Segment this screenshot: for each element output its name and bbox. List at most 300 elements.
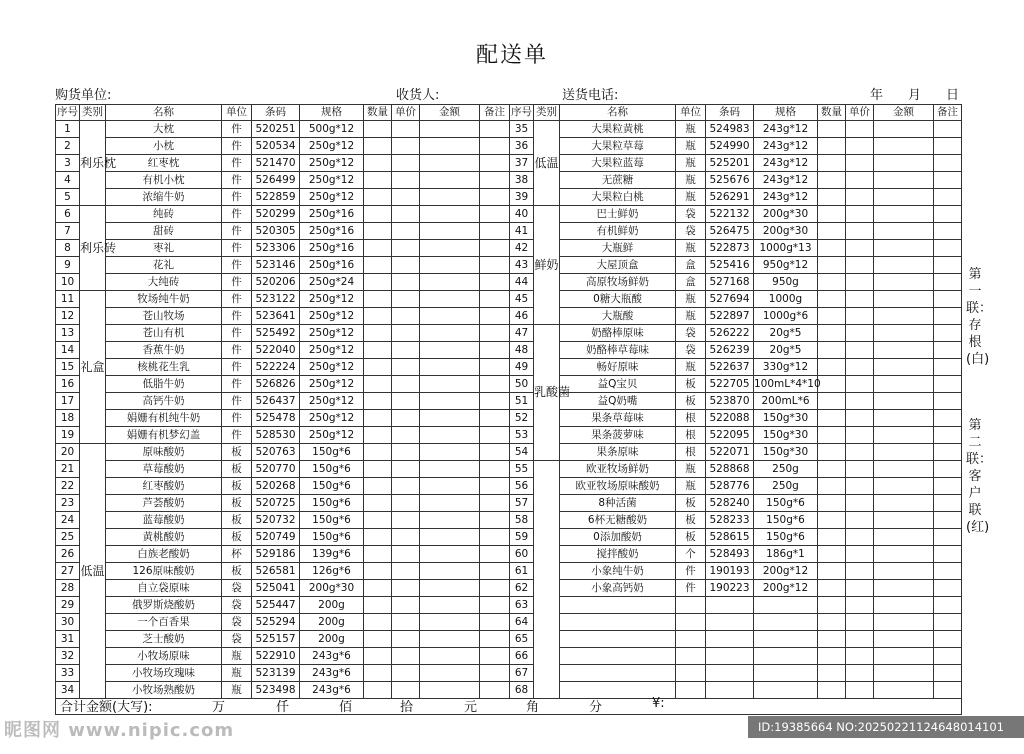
spec: 150g*6 — [300, 444, 364, 461]
unit-price-cell — [846, 597, 874, 614]
barcode: 527694 — [706, 291, 754, 308]
unit-price-cell — [846, 546, 874, 563]
table-row — [56, 189, 962, 206]
spec: 250g — [754, 461, 818, 478]
barcode: 522040 — [252, 342, 300, 359]
remark-cell — [480, 342, 510, 359]
amount-cell — [420, 444, 480, 461]
remark-cell — [480, 223, 510, 240]
product-name — [560, 614, 676, 631]
product-name — [560, 665, 676, 682]
amount-cell — [420, 597, 480, 614]
amount-cell — [874, 393, 934, 410]
col-header: 名称 — [106, 105, 222, 121]
unit: 板 — [222, 563, 252, 580]
spec: 250g*12 — [300, 427, 364, 444]
unit-price-cell — [392, 529, 420, 546]
quantity-cell — [364, 631, 392, 648]
spec: 100mL*4*10 — [754, 376, 818, 393]
quantity-cell — [818, 665, 846, 682]
quantity-cell — [364, 155, 392, 172]
quantity-cell — [364, 376, 392, 393]
barcode: 526826 — [252, 376, 300, 393]
unit-price-cell — [846, 325, 874, 342]
unit: 件 — [222, 410, 252, 427]
product-name: 有机小枕 — [106, 172, 222, 189]
remark-cell — [934, 240, 962, 257]
unit — [676, 665, 706, 682]
row-number: 8 — [56, 240, 80, 257]
amount-cell — [420, 172, 480, 189]
quantity-cell — [364, 478, 392, 495]
row-number: 33 — [56, 665, 80, 682]
unit-price-cell — [846, 580, 874, 597]
spec: 200mL*6 — [754, 393, 818, 410]
unit-price-cell — [846, 614, 874, 631]
product-name: 浓缩牛奶 — [106, 189, 222, 206]
table-row — [56, 512, 962, 529]
unit: 袋 — [676, 342, 706, 359]
barcode: 526239 — [706, 342, 754, 359]
quantity-cell — [364, 529, 392, 546]
unit: 瓶 — [676, 138, 706, 155]
remark-cell — [934, 597, 962, 614]
unit: 根 — [676, 410, 706, 427]
unit: 瓶 — [676, 461, 706, 478]
unit-price-cell — [846, 172, 874, 189]
unit: 瓶 — [676, 121, 706, 138]
row-number: 50 — [510, 376, 534, 393]
quantity-cell — [364, 206, 392, 223]
row-number: 54 — [510, 444, 534, 461]
unit: 板 — [676, 529, 706, 546]
total-amount-label: 合计金额(大写): — [60, 700, 153, 715]
remark-cell — [480, 580, 510, 597]
table-row — [56, 427, 962, 444]
yen-label: ¥: — [652, 696, 665, 711]
unit: 瓶 — [676, 359, 706, 376]
remark-cell — [934, 393, 962, 410]
table-row — [56, 444, 962, 461]
row-number: 53 — [510, 427, 534, 444]
amount-cell — [874, 376, 934, 393]
spec: 150g*30 — [754, 427, 818, 444]
category-cell: 礼盒 — [80, 291, 106, 444]
barcode: 525416 — [706, 257, 754, 274]
spec: 200g*12 — [754, 580, 818, 597]
unit: 件 — [222, 223, 252, 240]
amount-cell — [420, 393, 480, 410]
col-header: 规格 — [754, 105, 818, 121]
unit-price-cell — [392, 410, 420, 427]
page-title: 配送单 — [475, 43, 548, 68]
remark-cell — [480, 155, 510, 172]
remark-cell — [934, 172, 962, 189]
row-number: 5 — [56, 189, 80, 206]
product-name: 小牧场玫瑰味 — [106, 665, 222, 682]
wan-label: 万 — [212, 700, 226, 715]
remark-cell — [934, 512, 962, 529]
table-row — [56, 138, 962, 155]
spec: 200g*30 — [300, 580, 364, 597]
table-row — [56, 206, 962, 223]
remark-cell — [480, 563, 510, 580]
product-name: 大果粒白桃 — [560, 189, 676, 206]
col-header: 数量 — [364, 105, 392, 121]
row-number: 55 — [510, 461, 534, 478]
barcode — [706, 631, 754, 648]
amount-cell — [420, 580, 480, 597]
row-number: 16 — [56, 376, 80, 393]
product-name: 益Q奶嘴 — [560, 393, 676, 410]
spec: 1000g*6 — [754, 308, 818, 325]
remark-cell — [934, 359, 962, 376]
remark-cell — [934, 155, 962, 172]
unit: 板 — [676, 393, 706, 410]
product-name: 巴士鲜奶 — [560, 206, 676, 223]
remark-cell — [480, 359, 510, 376]
product-name: 有机鲜奶 — [560, 223, 676, 240]
barcode: 522132 — [706, 206, 754, 223]
table-row — [56, 648, 962, 665]
row-number: 17 — [56, 393, 80, 410]
unit-price-cell — [846, 393, 874, 410]
product-name: 牧场纯牛奶 — [106, 291, 222, 308]
quantity-cell — [364, 427, 392, 444]
row-number: 42 — [510, 240, 534, 257]
amount-cell — [420, 546, 480, 563]
remark-cell — [934, 614, 962, 631]
remark-cell — [480, 257, 510, 274]
spec: 243g*6 — [300, 682, 364, 699]
row-number: 40 — [510, 206, 534, 223]
unit: 袋 — [222, 614, 252, 631]
table-row — [56, 529, 962, 546]
unit: 件 — [222, 121, 252, 138]
barcode: 190223 — [706, 580, 754, 597]
remark-cell — [934, 138, 962, 155]
quantity-cell — [818, 597, 846, 614]
unit: 瓶 — [676, 155, 706, 172]
category-cell: 低温 — [80, 444, 106, 699]
unit-price-cell — [846, 223, 874, 240]
product-name — [560, 648, 676, 665]
spec: 20g*5 — [754, 342, 818, 359]
col-header: 类别 — [80, 105, 106, 121]
row-number: 47 — [510, 325, 534, 342]
product-name: 小牧场熟酸奶 — [106, 682, 222, 699]
product-name: 小象高钙奶 — [560, 580, 676, 597]
unit: 件 — [222, 427, 252, 444]
spec — [754, 614, 818, 631]
unit: 件 — [676, 563, 706, 580]
spec: 150g*6 — [754, 495, 818, 512]
spec: 186g*1 — [754, 546, 818, 563]
quantity-cell — [818, 631, 846, 648]
amount-cell — [874, 138, 934, 155]
unit-price-cell — [392, 172, 420, 189]
quantity-cell — [364, 274, 392, 291]
unit: 件 — [222, 206, 252, 223]
unit-price-cell — [392, 291, 420, 308]
totals-row — [55, 692, 962, 715]
unit: 板 — [222, 478, 252, 495]
product-name: 大果粒草莓 — [560, 138, 676, 155]
barcode: 526291 — [706, 189, 754, 206]
col-header: 条码 — [252, 105, 300, 121]
barcode: 525676 — [706, 172, 754, 189]
remark-cell — [480, 648, 510, 665]
row-number: 56 — [510, 478, 534, 495]
unit: 板 — [222, 444, 252, 461]
row-number: 32 — [56, 648, 80, 665]
row-number: 66 — [510, 648, 534, 665]
second-copy-note: 第二联：客户联(红) — [966, 418, 993, 535]
spec: 950g — [754, 274, 818, 291]
remark-cell — [480, 512, 510, 529]
unit: 袋 — [222, 631, 252, 648]
barcode: 522910 — [252, 648, 300, 665]
amount-cell — [420, 291, 480, 308]
unit: 瓶 — [676, 240, 706, 257]
amount-cell — [420, 325, 480, 342]
amount-cell — [420, 206, 480, 223]
quantity-cell — [364, 410, 392, 427]
quantity-cell — [818, 325, 846, 342]
spec: 250g*12 — [300, 342, 364, 359]
unit: 件 — [222, 308, 252, 325]
table-row — [56, 257, 962, 274]
spec: 200g — [300, 631, 364, 648]
quantity-cell — [818, 359, 846, 376]
table-row — [56, 495, 962, 512]
row-number: 18 — [56, 410, 80, 427]
buyer-label: 购货单位: — [55, 88, 112, 103]
unit-price-cell — [846, 410, 874, 427]
amount-cell — [874, 512, 934, 529]
amount-cell — [420, 648, 480, 665]
table-row — [56, 393, 962, 410]
unit-price-cell — [392, 665, 420, 682]
product-name: 大纯砖 — [106, 274, 222, 291]
spec: 150g*6 — [300, 478, 364, 495]
remark-cell — [480, 121, 510, 138]
quantity-cell — [818, 121, 846, 138]
amount-cell — [420, 121, 480, 138]
remark-cell — [934, 342, 962, 359]
spec: 243g*12 — [754, 172, 818, 189]
unit: 件 — [222, 257, 252, 274]
product-name: 草莓酸奶 — [106, 461, 222, 478]
col-header: 条码 — [706, 105, 754, 121]
row-number: 49 — [510, 359, 534, 376]
spec: 250g — [754, 478, 818, 495]
barcode: 520732 — [252, 512, 300, 529]
category-cell: 乳酸菌 — [534, 325, 560, 461]
quantity-cell — [818, 240, 846, 257]
unit: 板 — [222, 529, 252, 546]
unit — [676, 614, 706, 631]
barcode — [706, 648, 754, 665]
quantity-cell — [364, 359, 392, 376]
jiao-label: 角 — [526, 700, 540, 715]
product-name: 花礼 — [106, 257, 222, 274]
unit: 件 — [222, 376, 252, 393]
quantity-cell — [364, 461, 392, 478]
col-header: 类别 — [534, 105, 560, 121]
unit-price-cell — [846, 291, 874, 308]
barcode: 520305 — [252, 223, 300, 240]
barcode: 525447 — [252, 597, 300, 614]
barcode: 523122 — [252, 291, 300, 308]
unit-price-cell — [846, 240, 874, 257]
row-number: 23 — [56, 495, 80, 512]
amount-cell — [874, 597, 934, 614]
qian-label: 仟 — [276, 700, 290, 715]
spec: 150g*6 — [754, 529, 818, 546]
amount-cell — [420, 512, 480, 529]
remark-cell — [480, 189, 510, 206]
barcode: 521470 — [252, 155, 300, 172]
amount-cell — [874, 648, 934, 665]
unit: 袋 — [222, 580, 252, 597]
product-name: 俄罗斯烧酸奶 — [106, 597, 222, 614]
barcode: 526437 — [252, 393, 300, 410]
amount-cell — [420, 427, 480, 444]
remark-cell — [480, 206, 510, 223]
col-header: 单价 — [846, 105, 874, 121]
spec: 250g*12 — [300, 155, 364, 172]
unit: 瓶 — [222, 682, 252, 699]
remark-cell — [480, 172, 510, 189]
image-id-watermark: ID:19385664 NO:20250221124648014101 — [748, 716, 1024, 738]
barcode: 520206 — [252, 274, 300, 291]
product-name — [560, 597, 676, 614]
row-number: 19 — [56, 427, 80, 444]
table-row — [56, 155, 962, 172]
quantity-cell — [818, 376, 846, 393]
amount-cell — [874, 478, 934, 495]
barcode: 528493 — [706, 546, 754, 563]
unit-price-cell — [846, 427, 874, 444]
unit-price-cell — [846, 461, 874, 478]
barcode: 528240 — [706, 495, 754, 512]
quantity-cell — [818, 563, 846, 580]
product-name: 枣礼 — [106, 240, 222, 257]
table-header-row — [56, 105, 962, 121]
spec: 200g — [300, 614, 364, 631]
table-row — [56, 410, 962, 427]
spec: 1000g — [754, 291, 818, 308]
barcode: 522859 — [252, 189, 300, 206]
remark-cell — [480, 376, 510, 393]
unit: 袋 — [676, 325, 706, 342]
remark-cell — [480, 631, 510, 648]
product-name: 芦荟酸奶 — [106, 495, 222, 512]
barcode — [706, 614, 754, 631]
row-number: 43 — [510, 257, 534, 274]
unit: 件 — [222, 189, 252, 206]
remark-cell — [934, 563, 962, 580]
product-name: 娟姗有机梦幻盖 — [106, 427, 222, 444]
amount-cell — [874, 172, 934, 189]
spec: 250g*12 — [300, 359, 364, 376]
product-name: 娟姗有机纯牛奶 — [106, 410, 222, 427]
product-name: 蓝莓酸奶 — [106, 512, 222, 529]
spec: 139g*6 — [300, 546, 364, 563]
remark-cell — [480, 495, 510, 512]
barcode: 523498 — [252, 682, 300, 699]
delivery-table — [55, 104, 962, 699]
product-name: 畅好原味 — [560, 359, 676, 376]
spec: 150g*6 — [300, 495, 364, 512]
amount-cell — [874, 461, 934, 478]
barcode: 522897 — [706, 308, 754, 325]
unit: 板 — [676, 376, 706, 393]
row-number: 44 — [510, 274, 534, 291]
remark-cell — [480, 546, 510, 563]
row-number: 6 — [56, 206, 80, 223]
amount-cell — [420, 155, 480, 172]
unit-price-cell — [846, 563, 874, 580]
amount-cell — [874, 257, 934, 274]
product-name: 大果粒蓝莓 — [560, 155, 676, 172]
col-header: 规格 — [300, 105, 364, 121]
barcode — [706, 597, 754, 614]
table-row — [56, 461, 962, 478]
amount-cell — [420, 342, 480, 359]
spec — [754, 665, 818, 682]
shi-label: 拾 — [400, 700, 414, 715]
quantity-cell — [364, 325, 392, 342]
quantity-cell — [818, 257, 846, 274]
remark-cell — [934, 444, 962, 461]
spec: 126g*6 — [300, 563, 364, 580]
unit-price-cell — [846, 274, 874, 291]
quantity-cell — [364, 597, 392, 614]
quantity-cell — [818, 580, 846, 597]
unit: 件 — [222, 342, 252, 359]
amount-cell — [420, 240, 480, 257]
barcode: 528868 — [706, 461, 754, 478]
unit-price-cell — [392, 631, 420, 648]
product-name: 黄桃酸奶 — [106, 529, 222, 546]
row-number: 10 — [56, 274, 80, 291]
spec: 250g*24 — [300, 274, 364, 291]
spec: 250g*16 — [300, 223, 364, 240]
amount-cell — [874, 274, 934, 291]
table-row — [56, 121, 962, 138]
amount-cell — [420, 308, 480, 325]
unit — [676, 631, 706, 648]
row-number: 57 — [510, 495, 534, 512]
quantity-cell — [818, 546, 846, 563]
year-label: 年 — [870, 88, 884, 103]
product-name: 甜砖 — [106, 223, 222, 240]
unit-price-cell — [392, 240, 420, 257]
table-row — [56, 325, 962, 342]
row-number: 34 — [56, 682, 80, 699]
quantity-cell — [364, 223, 392, 240]
row-number: 68 — [510, 682, 534, 699]
yuan-label: 元 — [464, 700, 478, 715]
product-name: 小象纯牛奶 — [560, 563, 676, 580]
row-number: 22 — [56, 478, 80, 495]
amount-cell — [420, 376, 480, 393]
barcode: 524983 — [706, 121, 754, 138]
table-row — [56, 631, 962, 648]
remark-cell — [934, 410, 962, 427]
